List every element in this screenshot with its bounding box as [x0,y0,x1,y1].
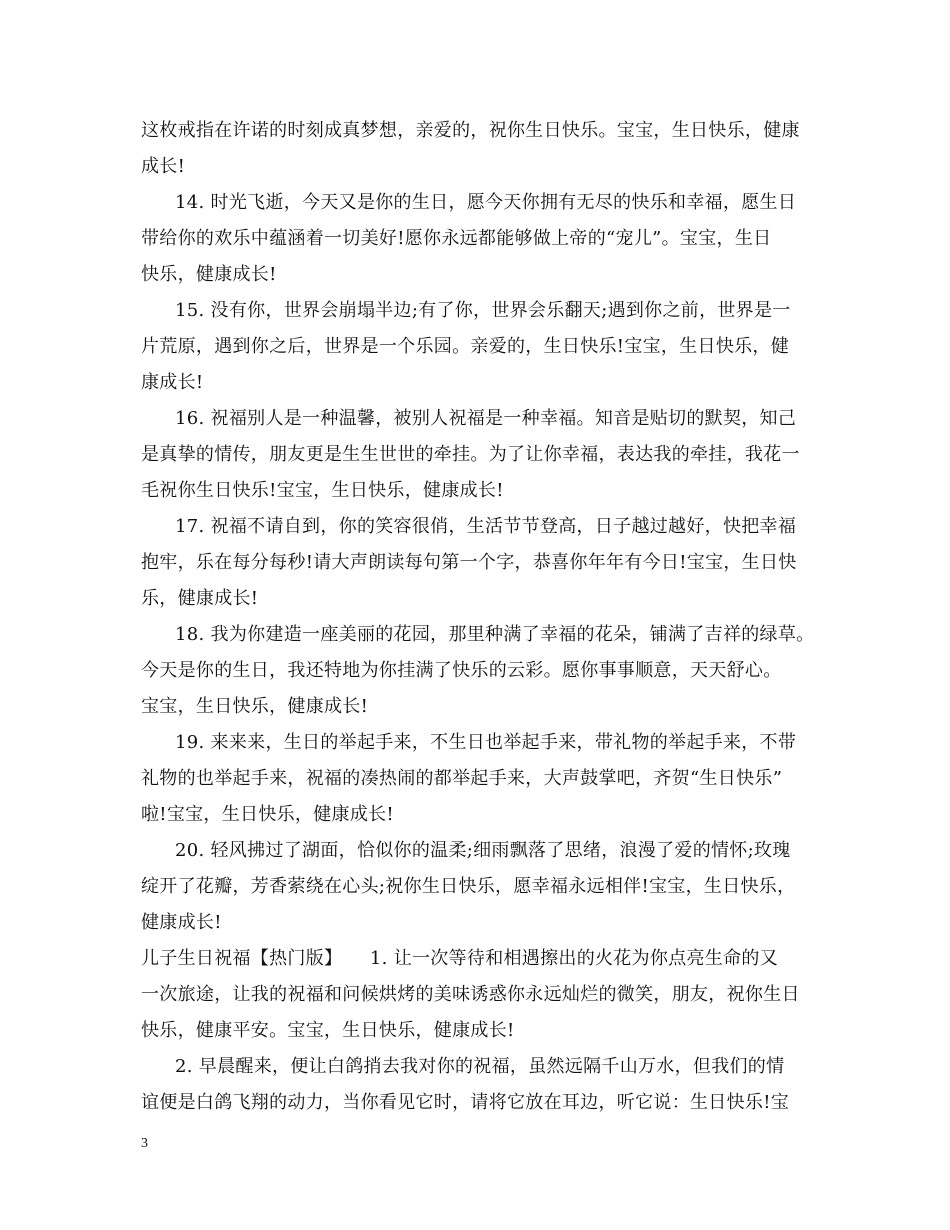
document-body [141,113,821,1121]
text-line: 毛祝你生日快乐!宝宝，生日快乐，健康成长! [141,480,504,501]
text-line: 健康成长! [141,912,222,933]
text-line: 20. 轻风拂过了湖面，恰似你的温柔;细雨飘落了思绪，浪漫了爱的情怀;玫瑰 [175,840,791,861]
text-line: 19. 来来来，生日的举起手来，不生日也举起手来，带礼物的举起手来，不带 [175,732,797,753]
text-line: 抱牢，乐在每分每秒!请大声朗读每句第一个字，恭喜你年年有今日!宝宝，生日快 [141,552,797,573]
text-line: 17. 祝福不请自到，你的笑容很俏，生活节节登高，日子越过越好，快把幸福 [175,516,797,537]
text-line: 礼物的也举起手来，祝福的凑热闹的都举起手来，大声鼓掌吧，齐贺“生日快乐” [141,768,783,789]
text-line: 带给你的欢乐中蕴涵着一切美好!愿你永远都能够做上帝的“宠儿”。宝宝，生日 [141,228,772,249]
text-line: 18. 我为你建造一座美丽的花园，那里种满了幸福的花朵，铺满了吉祥的绿草。 [175,624,815,645]
text-line: 是真挚的情传，朋友更是生生世世的牵挂。为了让你幸福，表达我的牵挂，我花一 [141,444,800,465]
page-number: 3 [141,1136,148,1151]
text-line: 儿子生日祝福【热门版】 1. 让一次等待和相遇擦出的火花为你点亮生命的又 [141,948,778,969]
text-line: 谊便是白鸽飞翔的动力，当你看见它时，请将它放在耳边，听它说：生日快乐!宝 [141,1092,790,1113]
text-line: 今天是你的生日，我还特地为你挂满了快乐的云彩。愿你事事顺意，天天舒心。 [141,660,782,681]
text-line: 绽开了花瓣，芳香萦绕在心头;祝你生日快乐，愿幸福永远相伴!宝宝，生日快乐， [141,876,796,897]
text-line: 片荒原，遇到你之后，世界是一个乐园。亲爱的，生日快乐!宝宝，生日快乐，健 [141,336,790,357]
text-line: 宝宝，生日快乐，健康成长! [141,696,369,717]
text-line: 啦!宝宝，生日快乐，健康成长! [141,804,394,825]
text-line: 成长! [141,156,186,177]
text-line: 快乐，健康平安。宝宝，生日快乐，健康成长! [141,1020,515,1041]
text-line: 16. 祝福别人是一种温馨，被别人祝福是一种幸福。知音是贴切的默契，知己 [175,408,797,429]
text-line: 一次旅途，让我的祝福和问候烘烤的美味诱惑你永远灿烂的微笑，朋友，祝你生日 [141,984,800,1005]
text-line: 2. 早晨醒来，便让白鸽捎去我对你的祝福，虽然远隔千山万水，但我们的情 [175,1056,785,1077]
text-line: 乐，健康成长! [141,588,259,609]
text-line: 康成长! [141,372,204,393]
text-line: 这枚戒指在许诺的时刻成真梦想，亲爱的，祝你生日快乐。宝宝，生日快乐，健康 [141,120,800,141]
text-line: 14. 时光飞逝，今天又是你的生日，愿今天你拥有无尽的快乐和幸福，愿生日 [175,192,797,213]
text-line: 快乐，健康成长! [141,264,277,285]
text-line: 15. 没有你，世界会崩塌半边;有了你，世界会乐翻天;遇到你之前，世界是一 [175,300,791,321]
